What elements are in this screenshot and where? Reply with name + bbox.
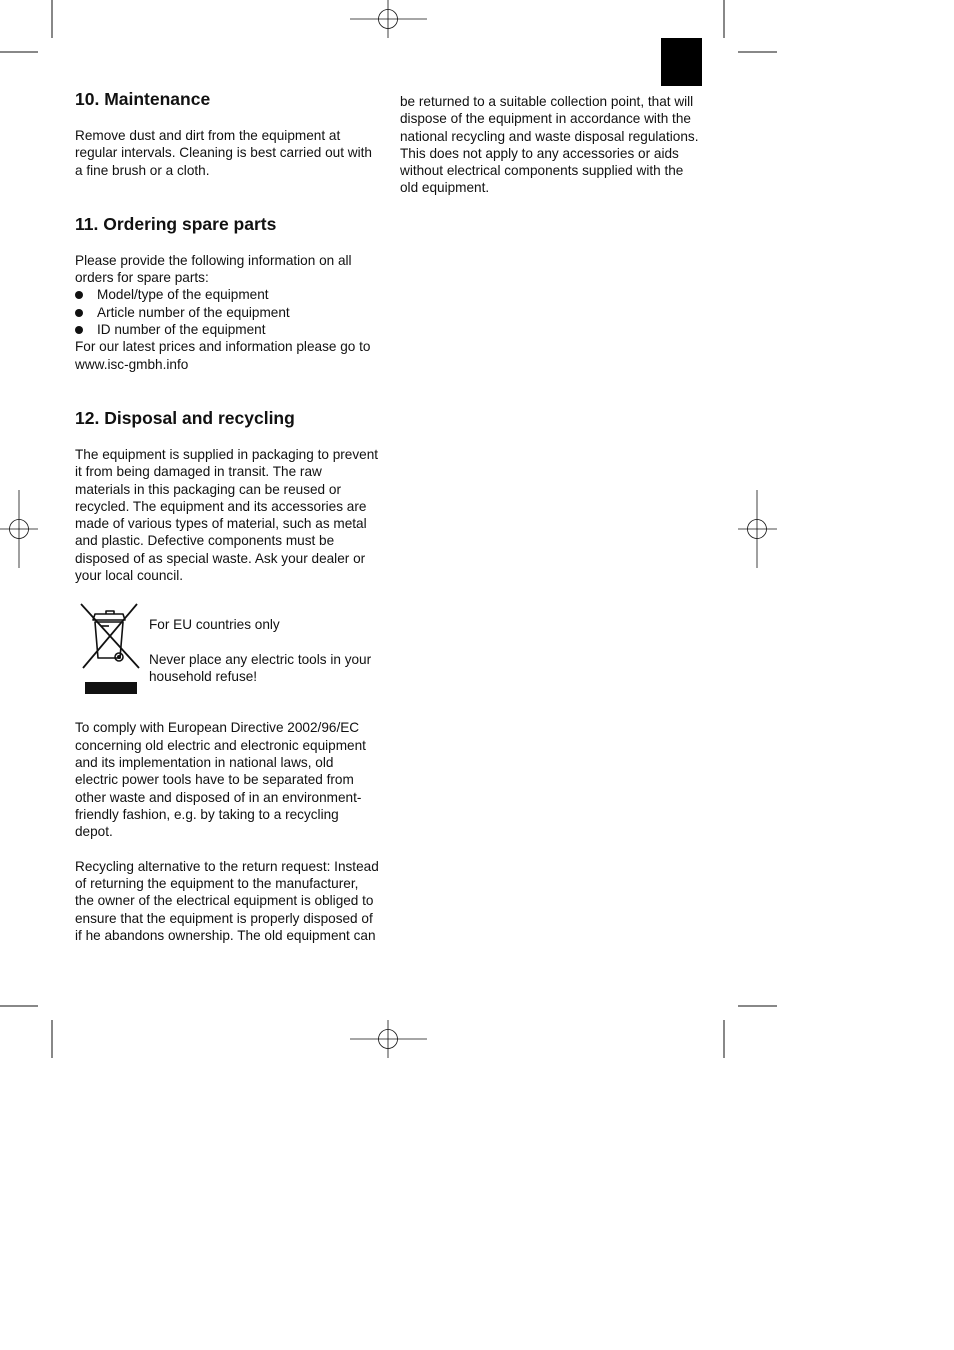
recycling-continuation-text: be returned to a suitable collection point, that will dispose of the equipment in accordance with the national recycling and waste disposal regulations. This does not apply to any accessories or aids without electrical components supplied with the old equipment. [400,94,699,196]
eu-notice [75,602,380,702]
crossed-out-wheelie-bin-icon [79,602,141,697]
registration-target-top [350,0,427,38]
eu-notice-text [149,616,379,685]
list-item-text: ID number of the equipment [97,322,266,338]
list-item [75,286,380,303]
bullet-icon [75,326,83,334]
spare-parts-list [75,286,380,338]
disposal-heading: 12. Disposal and recycling [75,407,295,428]
eu-only-label: For EU countries only [149,617,280,633]
registration-target-bottom [350,1020,427,1058]
list-item [75,304,380,321]
maintenance-text: Remove dust and dirt from the equipment at regular intervals. Cleaning is best carried out with a fine brush or a cloth. [75,128,372,178]
maintenance-heading: 10. Maintenance [75,89,211,109]
disposal-intro: The equipment is supplied in packaging to prevent it from being damaged in transit. The raw materials in this packaging can be reused or recycled. The equipment and its accessories are made of various types of material, such as metal and plastic. Defective components must be disposed of as special waste. Ask your dealer or your local council. [75,446,379,584]
list-item-text: Article number of the equipment [97,304,290,320]
spare-parts-intro: Please provide the following information on all orders for spare parts: [75,252,352,286]
registration-target-right [738,490,777,568]
list-item-text: Model/type of the equipment [97,287,269,303]
left-column [75,88,380,944]
spare-parts-outro: For our latest prices and information please go to www.isc-gmbh.info [75,339,371,372]
bullet-icon [75,291,83,299]
bullet-icon [75,309,83,317]
language-tab-marker [661,38,702,86]
recycling-alternative-text: Recycling alternative to the return request: Instead of returning the equipment to the manufacturer, the owner of the electrical equipment is obliged to ensure that the equipment is properly disposed of if he abandons ownership. The old equipment can [75,858,379,943]
list-item [75,321,380,338]
directive-text: To comply with European Directive 2002/96/EC concerning old electric and electronic equipment and its implementation in national laws, old electric power tools have to be separated from other waste and disposed of in an environment-friendly fashion, e.g. by taking to a recycling depot. [75,720,366,840]
right-column [400,93,705,197]
spare-parts-heading: 11. Ordering spare parts [75,213,277,234]
household-refuse-warning: Never place any electric tools in your household refuse! [149,651,372,685]
registration-target-left [0,490,38,568]
